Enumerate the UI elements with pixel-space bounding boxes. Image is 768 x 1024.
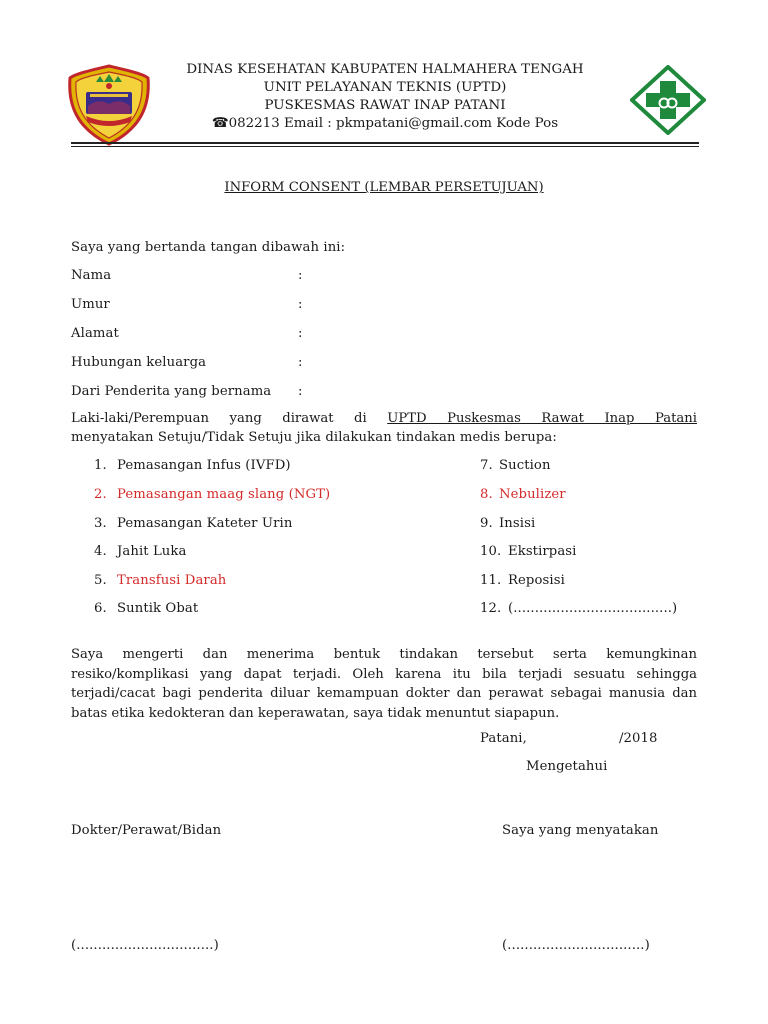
consent-paragraph: Saya mengerti dan menerima bentuk tindakan tersebut serta kemungkinan resiko/komplikasi yang dapat terjadi. Oleh karena itu bila terjadi sesuatu sehingga terjadi/cacat bagi penderita diluar kemampuan dokter dan perawat sebagai manusia dan batas etika kedokteran dan keperawatan, saya tidak menuntut siapapun.: [71, 647, 697, 721]
phone-icon: ☎: [211, 116, 229, 131]
acknowledged-label: Mengetahui: [526, 759, 608, 774]
health-cross-icon: [630, 65, 706, 135]
statement-line2: menyatakan Setuju/Tidak Setuju jika dilakukan tindakan medis berupa:: [71, 430, 557, 445]
procedure-num: 1.: [94, 458, 107, 473]
field-label-patient-name: Dari Penderita yang bernama: [71, 384, 272, 399]
field-label-address: Alamat: [71, 326, 119, 341]
procedure-num: 5.: [94, 573, 107, 588]
field-colon: :: [298, 355, 303, 370]
procedure-item: Transfusi Darah: [117, 573, 227, 588]
procedure-item: Suction: [499, 458, 551, 473]
signature-right-blank: (................................): [502, 938, 650, 953]
intro-text: Saya yang bertanda tangan dibawah ini:: [71, 240, 346, 255]
procedure-num: 2.: [94, 487, 107, 502]
procedure-num: 12.: [480, 601, 502, 616]
procedure-num: 11.: [480, 573, 502, 588]
procedure-item: Pemasangan Kateter Urin: [117, 516, 293, 531]
header-facility: PUSKESMAS RAWAT INAP PATANI: [264, 98, 506, 113]
place-label: Patani,: [480, 731, 527, 746]
field-colon: :: [298, 326, 303, 341]
procedure-num: 6.: [94, 601, 107, 616]
procedure-item: Suntik Obat: [117, 601, 199, 616]
procedure-blank: (.....................................): [508, 601, 678, 616]
signer-right-role: Saya yang menyatakan: [502, 823, 659, 838]
procedure-num: 3.: [94, 516, 107, 531]
header-agency: DINAS KESEHATAN KABUPATEN HALMAHERA TENGAH: [186, 62, 584, 77]
procedure-item: Pemasangan Infus (IVFD): [117, 458, 291, 473]
date-year: /2018: [619, 731, 658, 746]
form-title: INFORM CONSENT (LEMBAR PERSETUJUAN): [224, 180, 544, 195]
field-colon: :: [298, 297, 303, 312]
header-divider: [71, 142, 699, 144]
facility-name: UPTD Puskesmas Rawat Inap Patani: [387, 411, 697, 426]
procedure-item: Insisi: [499, 516, 536, 531]
procedure-num: 4.: [94, 544, 107, 559]
field-label-name: Nama: [71, 268, 112, 283]
header-unit: UNIT PELAYANAN TEKNIS (UPTD): [263, 80, 507, 95]
procedure-num: 7.: [480, 458, 493, 473]
procedure-item: Pemasangan maag slang (NGT): [117, 487, 331, 502]
procedure-item: Reposisi: [508, 573, 565, 588]
field-colon: :: [298, 268, 303, 283]
statement-prefix: Laki-laki/Perempuan yang dirawat di: [71, 411, 388, 426]
procedure-num: 9.: [480, 516, 493, 531]
procedure-num: 10.: [480, 544, 502, 559]
procedure-item: Ekstirpasi: [508, 544, 577, 559]
signer-left-role: Dokter/Perawat/Bidan: [71, 823, 222, 838]
field-label-age: Umur: [71, 297, 110, 312]
statement-line1: [71, 409, 697, 429]
field-colon: :: [298, 384, 303, 399]
procedure-item: Nebulizer: [499, 487, 566, 502]
procedure-item: Jahit Luka: [117, 544, 187, 559]
signature-left-blank: (................................): [71, 938, 219, 953]
procedure-num: 8.: [480, 487, 493, 502]
field-label-relationship: Hubungan keluarga: [71, 355, 207, 370]
header-contact-text: 082213 Email : pkmpatani@gmail.com Kode Pos: [228, 116, 559, 131]
header-divider-thin: [71, 146, 699, 147]
header-contact: [140, 116, 630, 131]
